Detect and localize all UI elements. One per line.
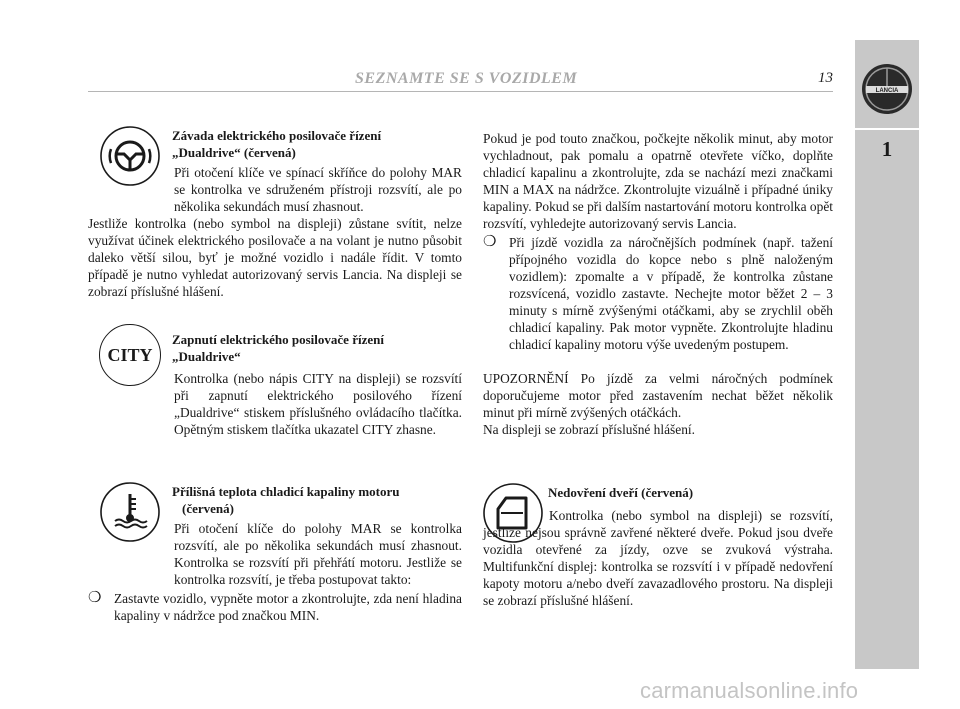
chapter-number: 1: [881, 137, 893, 161]
bullet-mark: ❍: [88, 590, 102, 606]
city-body: [88, 370, 462, 438]
chapter-sidebar: [855, 40, 919, 669]
coolant-bullet-item: [88, 590, 462, 624]
steering-paragraph-1: Při otočení klíče ve spínací skříňce do polohy MAR se kontrolka ve sdruženém přístroji rozsvítí, ale po několika sekundách musí zhasnout.: [174, 165, 462, 214]
doors-paragraph-1: Kontrolka (nebo symbol na displeji) se rozsvítí, jestliže nejsou správně zavřené některé dveře. Pokud jsou dveře vozidla otevřené za jízdy, ozve se zvuková výstraha. Multifunkční displej: kontrolka se rozsvítí i v případě nedovření kapoty motoru a/nebo dveří zavazadlového prostoru. Na displeji se zobrazí příslušné hlášení.: [483, 508, 833, 608]
heavy-conditions-bullet-item: [483, 234, 833, 353]
coolant-continued-paragraph: Pokud je pod touto značkou, počkejte několik minut, aby motor vychladnout, pak pomalu a opatrně otevřete víčko, doplňte chladicí kapalinu a zkontrolujte, zda se nachází mezi značkami MIN a MAX na nádržce. Zkontrolujte vizuálně i případné úniky kapaliny. Pokud se při dalším nastartování motoru kontrolka opět rozsvítí, vyhledejte autorizovaný servis Lancia.: [483, 131, 833, 231]
coolant-title: [172, 483, 400, 517]
coolant-body: [88, 520, 462, 624]
coolant-title-line2: (červená): [182, 501, 234, 516]
steering-title-line2: „Dualdrive“ (červená): [172, 145, 296, 160]
coolant-title-line1: Přílišná teplota chladicí kapaliny motoru: [172, 484, 400, 499]
coolant-bullet-text: Zastavte vozidlo, vypněte motor a zkontrolujte, zda není hladina kapaliny v nádržce pod značkou MIN.: [114, 591, 462, 623]
lancia-logo-icon: [860, 62, 914, 116]
city-title: [172, 331, 384, 365]
sidebar-divider: [855, 128, 919, 130]
steering-paragraph-2: Jestliže kontrolka (nebo symbol na displeji) zůstane svítit, nelze využívat účinek elektrického posilovače a na volant je nutno působit daleko větší silou, byť je možné vozidlo i nadále řídit. V tomto případě je nutno vyhledat autorizovaný servis Lancia. Na displeji se zobrazí příslušné hlášení.: [88, 216, 462, 299]
bullet-mark: ❍: [483, 234, 497, 250]
steering-title-line1: Závada elektrického posilovače řízení: [172, 128, 382, 143]
doors-body: [483, 507, 833, 609]
warning-display-message: Na displeji se zobrazí příslušné hlášení.: [483, 422, 695, 437]
heavy-conditions-bullet-text: Při jízdě vozidla za náročnějších podmínek (např. tažení přípojného vozidla do kopce nebo s plně naloženým vozidlem): zpomalte a v případě, že kontrolka zůstane rozsvícená, vozidlo zastavte. Nechejte motor běžet 2 – 3 minuty s mírně zvýšenými otáčkami, aby se zrychlil oběh chladicí kapaliny. Pak motor vypněte. Zkontrolujte hladinu chladicí kapaliny motoru výše uvedeným postupem.: [509, 235, 833, 352]
page-number: 13: [818, 70, 833, 86]
header-rule: [88, 91, 833, 92]
city-title-line2: „Dualdrive“: [172, 349, 241, 364]
city-paragraph-1: Kontrolka (nebo nápis CITY na displeji) se rozsvítí při zapnutí elektrického posilového řízení „Dualdrive“ stiskem příslušného ovládacího tlačítka. Opětným stiskem tlačítka ukazatel CITY zhasne.: [174, 371, 462, 437]
watermark: carmanualsonline.info: [640, 678, 859, 703]
coolant-paragraph-1: Při otočení klíče do polohy MAR se kontrolka rozsvítí, ale po několika sekundách musí zhasnout. Kontrolka se rozsvítí při přehřátí motoru. Jestliže se kontrolka rozsvítí, je třeba postupovat takto:: [174, 521, 462, 587]
running-header: SEZNAMTE SE S VOZIDLEM: [355, 70, 578, 87]
city-title-line1: Zapnutí elektrického posilovače řízení: [172, 332, 384, 347]
warning-paragraph: UPOZORNĚNÍ Po jízdě za velmi náročných podmínek doporučujeme motor před zastavením nechat běžet několik minut při mírně zvýšených otáčkách.: [483, 371, 833, 420]
right-column-body: [483, 130, 833, 438]
doors-title: [548, 484, 693, 501]
city-icon-text: CITY: [107, 344, 153, 365]
doors-title-line1: Nedovření dveří (červená): [548, 485, 694, 500]
logo-text: LANCIA: [875, 88, 899, 94]
steering-title: [172, 127, 381, 161]
steering-body: [88, 164, 462, 300]
